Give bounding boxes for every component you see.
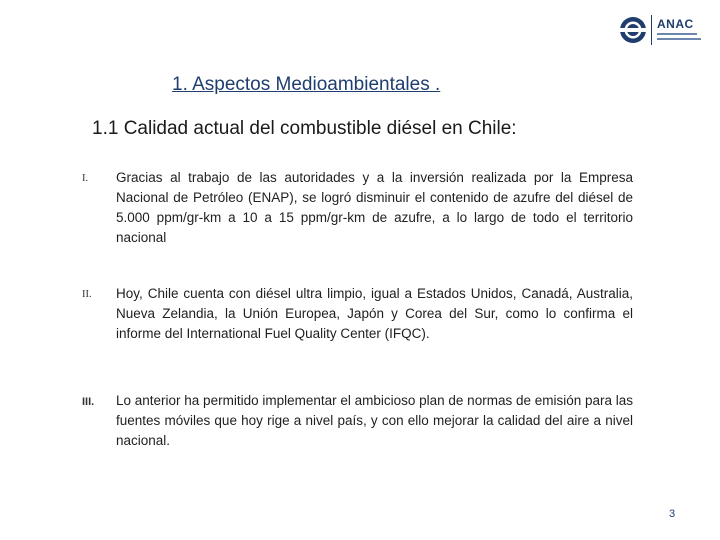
item-numeral: I. bbox=[82, 173, 89, 184]
list-item bbox=[82, 284, 633, 344]
item-text: Gracias al trabajo de las autoridades y a la inversión realizada por la Empresa Nacional de Petróleo (ENAP), se logró disminuir el contenido de azufre del diésel de 5.000 ppm/gr-km a 10 a 15 ppm/gr-km de azufre, a lo largo de todo el territorio nacional bbox=[116, 170, 633, 245]
logo-name: ANAC bbox=[657, 16, 694, 31]
subsection-title: 1.1 Calidad actual del combustible diésel en Chile: bbox=[92, 118, 517, 139]
item-numeral: III. bbox=[82, 396, 95, 408]
list-item bbox=[82, 391, 633, 451]
logo-subtitle-line bbox=[657, 38, 701, 40]
anac-logo bbox=[619, 15, 701, 45]
section-title: 1. Aspectos Medioambientales . bbox=[172, 74, 441, 95]
logo-subtitle bbox=[657, 33, 701, 43]
logo-subtitle-line bbox=[657, 33, 697, 35]
page-number: 3 bbox=[669, 508, 676, 520]
item-text: Hoy, Chile cuenta con diésel ultra limpio, igual a Estados Unidos, Canadá, Australia, Nueva Zelandia, la Unión Europea, Japón y Corea del Sur, como lo confirma el informe del International Fuel Quality Center (IFQC). bbox=[116, 286, 633, 341]
anac-logo-icon bbox=[619, 16, 647, 44]
logo-divider bbox=[651, 15, 652, 45]
list-item bbox=[82, 168, 633, 248]
logo-text bbox=[657, 18, 701, 43]
item-text: Lo anterior ha permitido implementar el ambicioso plan de normas de emisión para las fuentes móviles que hoy rige a nivel país, y con ello mejorar la calidad del aire a nivel nacional. bbox=[116, 393, 634, 448]
item-numeral: II. bbox=[82, 289, 92, 300]
